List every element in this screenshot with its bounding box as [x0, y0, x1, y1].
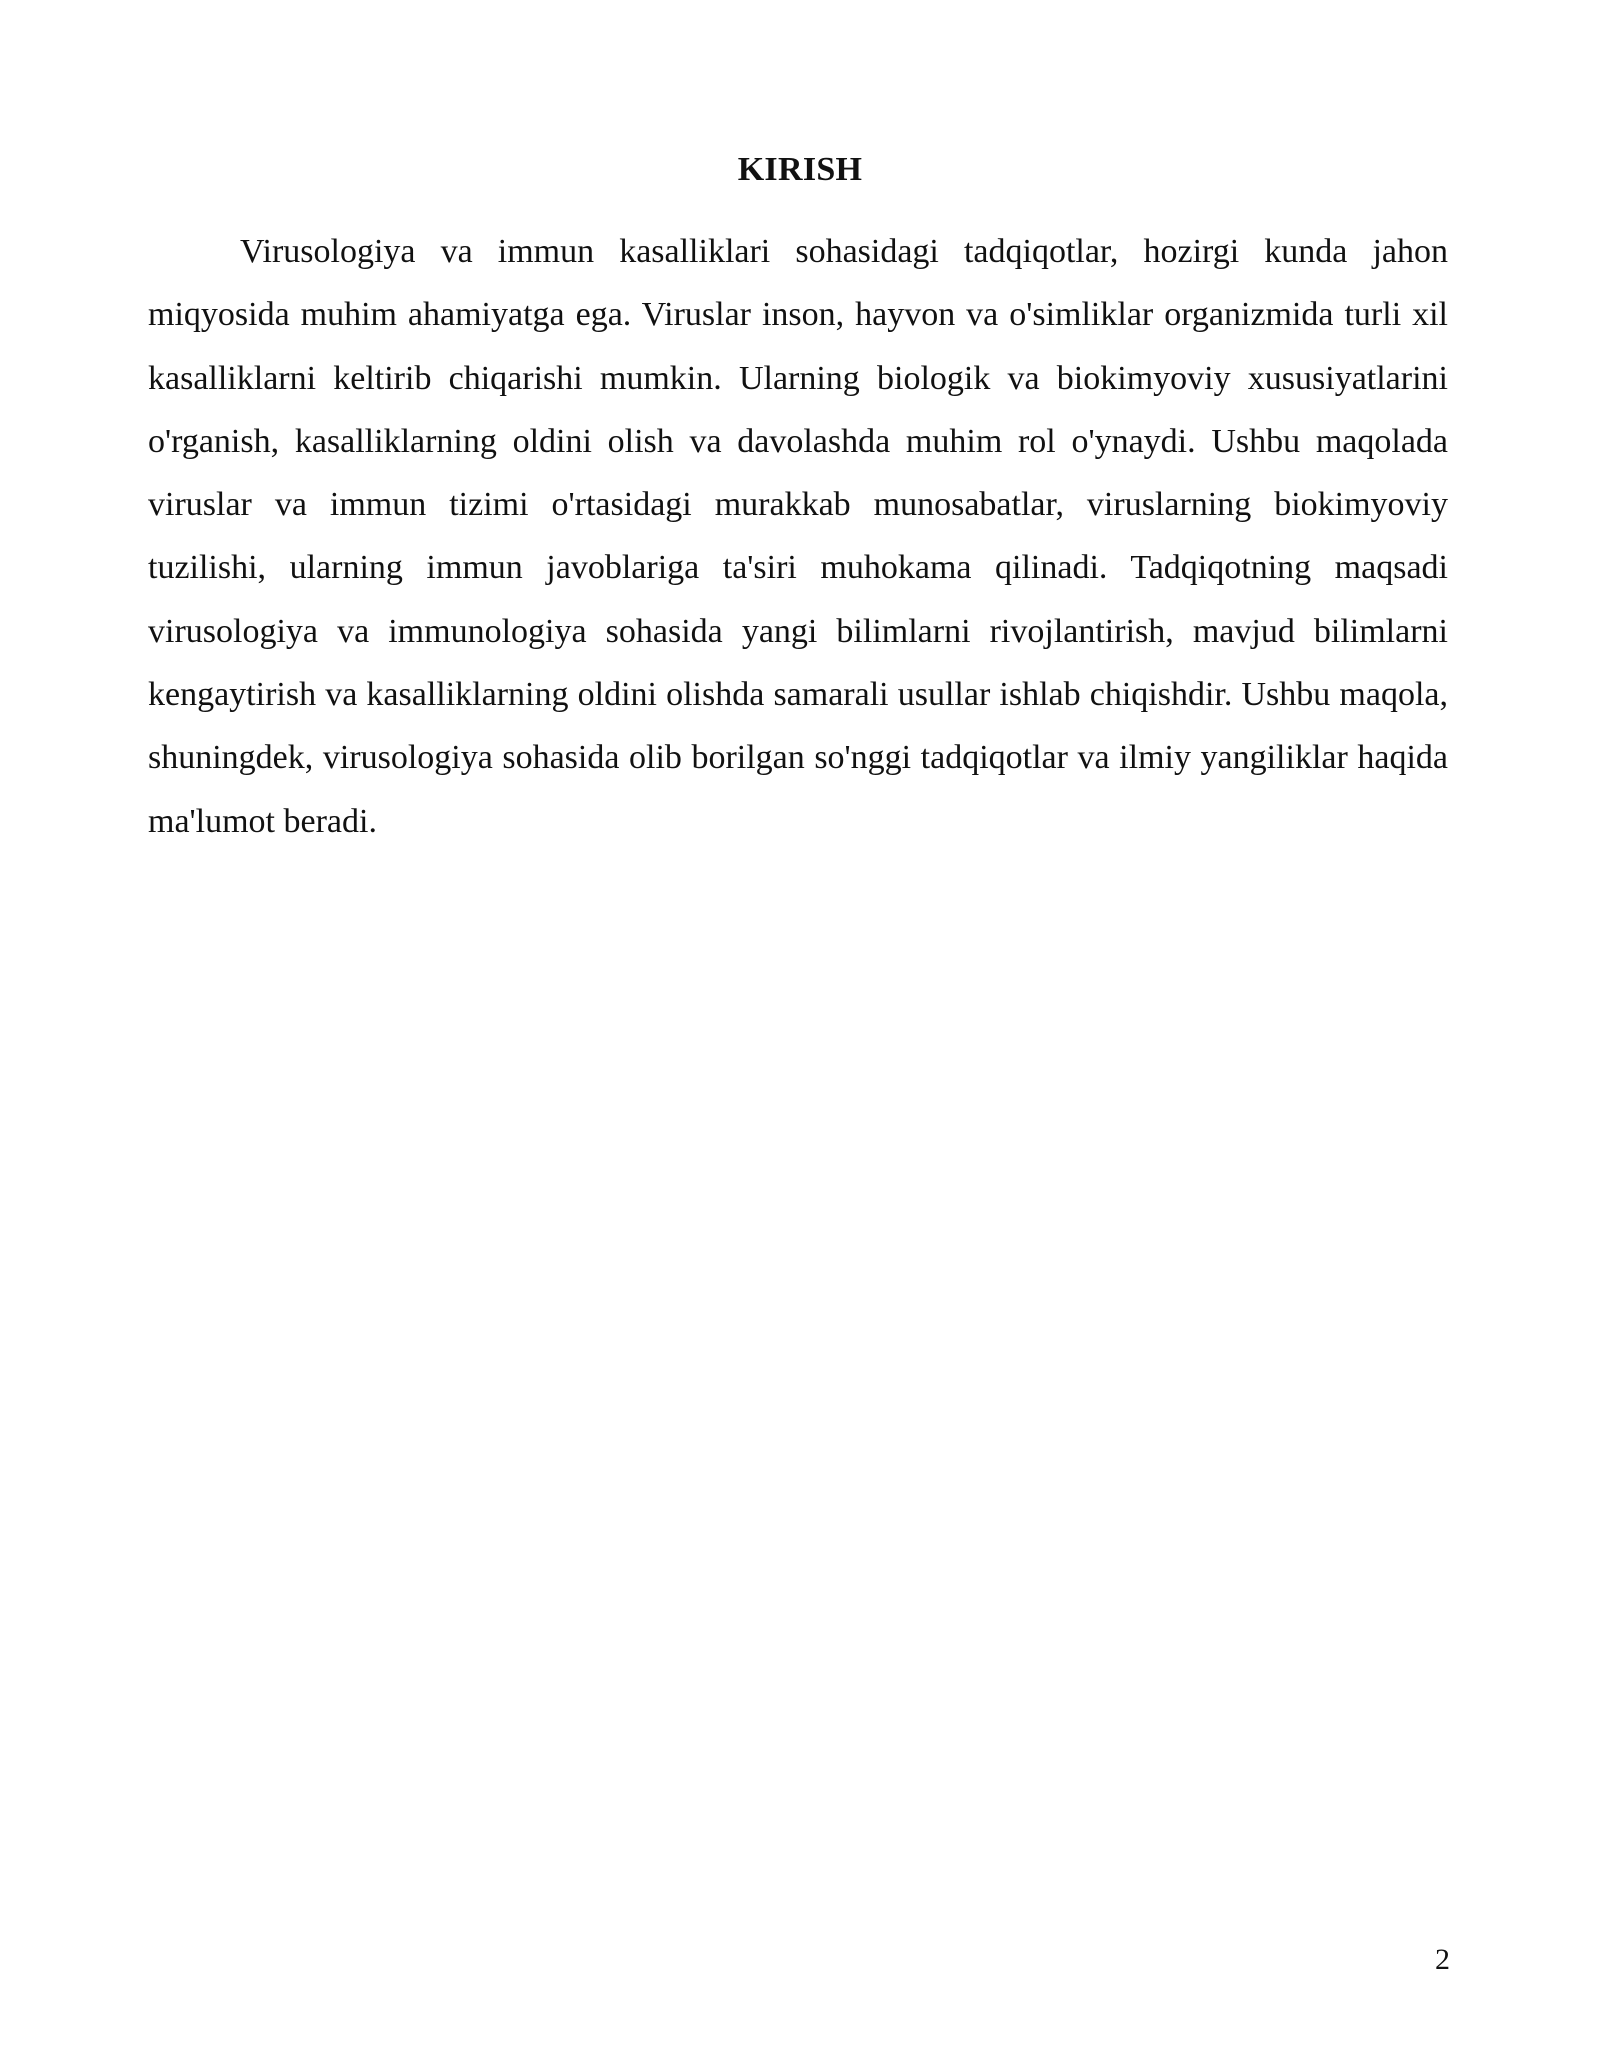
body-paragraph: Virusologiya va immun kasalliklari sohasidagi tadqiqotlar, hozirgi kunda jahon miqyosida muhim ahamiyatga ega. Viruslar inson, hayvon va o'simliklar organizmida turli xil kasalliklarni keltirib chiqarishi mumkin. Ularning biologik va biokimyoviy xususiyatlarini o'rganish, kasalliklarning oldini olish va davolashda muhim rol o'ynaydi. Ushbu maqolada viruslar va immun tizimi o'rtasidagi murakkab munosabatlar, viruslarning biokimyoviy tuzilishi, ularning immun javoblariga ta'siri muhokama qilinadi. Tadqiqotning maqsadi virusologiya va immunologiya sohasida yangi bilimlarni rivojlantirish, mavjud bilimlarni kengaytirish va kasalliklarning oldini olishda samarali usullar ishlab chiqishdir. Ushbu maqola, shuningdek, virusologiya sohasida olib borilgan so'nggi tadqiqotlar va ilmiy yangiliklar haqida ma'lumot beradi. — [148, 233, 1448, 840]
page-number: 2 — [1435, 1943, 1450, 1976]
section-heading: KIRISH — [737, 151, 863, 188]
